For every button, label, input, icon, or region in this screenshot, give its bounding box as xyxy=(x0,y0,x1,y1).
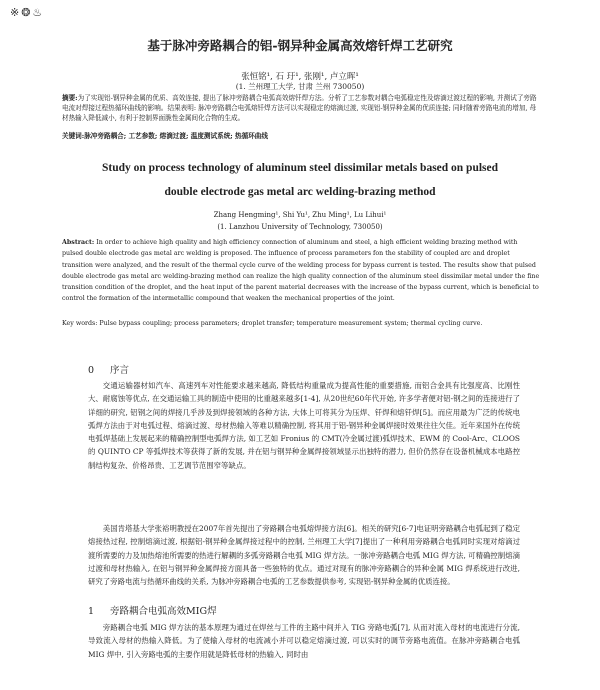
journal-header-icons: ※❂♨ xyxy=(10,6,45,19)
paragraph: 交通运输器材如汽车、高速列车对性能要求越来越高, 降低结构重量成为提高性能的重要措施, 而铝合金具有比强度高、比刚性大、耐腐蚀等优点, 在交通运输工具的制造中使用的比重越来越多[1-4], 从20世纪60年代开始, 许多学者便对铝-钢之间的连接进行了详细的研究, 铝钢之间的焊接几乎涉及到焊接领域的各种方法, 大体上可将其分为压焊、钎焊和熔钎焊[5]。而应用最为广泛的传统电弧焊方法由于对电弧过程、熔滴过渡、母材热输入等难以精确控制, 将其用于铝-钢异种金属焊接时效果往往欠佳。近年来国外在传统电弧焊基础上发展起来的精确控制型电弧焊方法, 如工艺如 Fronius 的 CMT(冷金属过渡)弧焊技术、EWM 的 Cool-Arc、CLOOS 的 QUINTO CP 等弧焊技术等获得了新的发展, 并在铝与钢异种金属焊接领域显示出独特的潜力, 但价仍然存在设备机械成本电路控制结构复杂、价格昂贵、工艺调节范围窄等缺点。 xyxy=(88,381,520,470)
english-keywords xyxy=(62,320,540,327)
english-abstract-label: Abstract: xyxy=(62,239,95,246)
chinese-abstract xyxy=(62,93,540,123)
paragraph: 美国肯塔基大学张裕明教授在2007年首先提出了旁路耦合电弧熔焊接方法[6]。相关的研究[6-7]电证明旁路耦合电弧起到了稳定熔接热过程, 控制熔滴过渡, 根据铝-钢异种金属焊接过程中的控制, 兰州理工大学[7]提出了一种利用旁路耦合电弧同时实现对熔滴过渡所需要的力及加热熔池所需要的热进行解耦的多弧旁路耦合电弧 MIG 焊方法。一脉冲旁路耦合电弧 MIG 焊方法, 可精确控制熔滴过渡和母材热输入, 在铝与钢异种金属焊接方面具备一些独特的优点。通过对现有的脉冲旁路耦合的异种金属 MIG 焊系统进行改进, 研究了旁路电流与热循环曲线的关系, 为脉冲旁路耦合电弧的工艺参数提供参考, 实现铝-钢异种金属的优质连接。 xyxy=(88,524,520,587)
paragraph: 旁路耦合电弧 MIG 焊方法的基本原理为通过在焊丝与工件的主路中间并入 TIG 旁路电弧[7], 从而对流入母材的电流进行分流, 导致流入母材的热输入降低。为了使输入母材的电流减小并可以稳定熔滴过渡, 可以实时的调节旁路电流值。在脉冲旁路耦合电弧 MIG 焊中, 引入旁路电弧的主要作用就是降低母材的热输入, 同时由 xyxy=(88,623,520,659)
english-abstract-text: In order to achieve high quality and high efficiency connection of aluminum and steel, a high efficient welding brazing method with pulsed double electrode gas metal arc welding is proposed. The influence of process parameters fon the stability of coupled arc and droplet transition were analyzed, and the result of the thermal cycle curve of the welding process for bypass current is tested. The results show that pulsed double electrode gas metal arc welding-brazing method can realize the high quality connection of the aluminum steel dissimilar metal under the fine transition condition of the droplet, and the heat input of the parent material decreases with the increase of the bypass current, which is beneficial to control the formation of the intermetallic compound that weaken the mechanical properties of the joint. xyxy=(62,239,540,303)
chinese-keywords-label: 关键词: xyxy=(62,132,85,140)
section-heading-bypass-mig xyxy=(88,603,217,617)
english-keywords-label: Key words: xyxy=(62,320,98,327)
chinese-title: 基于脉冲旁路耦合的铝-钢异种金属高效熔钎焊工艺研究 xyxy=(147,38,453,53)
chinese-abstract-label: 摘要: xyxy=(62,94,78,102)
chinese-authors: 张恒铭¹, 石 玗¹, 张刚¹, 卢立晖¹ xyxy=(241,72,359,82)
english-affiliation: (1. Lanzhou University of Technology, 730050) xyxy=(217,223,383,231)
section-number: 1 xyxy=(88,606,95,617)
section-title: 旁路耦合电弧高效MIG焊 xyxy=(110,606,217,617)
section-number: 0 xyxy=(88,365,95,376)
chinese-affiliation: (1. 兰州理工大学, 甘肃 兰州 730050) xyxy=(235,82,365,91)
section-heading-preface xyxy=(88,362,129,376)
chinese-abstract-text: 为了实现铝-钢异种金属的优质、高效连接, 提出了脉冲旁路耦合电弧高效熔钎焊方法。分析了工艺参数对耦合电弧稳定性及熔滴过渡过程的影响, 并测试了旁路电流对焊接过程热循环曲线的影响。结果表明: 脉冲旁路耦合电弧熔钎焊方法可以实现稳定的熔滴过渡, 实现铝-钢异种金属的优质连接; 同时随着旁路电流的增加, 母材热输入降低减小, 有利于控制界面脆性金属间化合物的生成。 xyxy=(62,94,537,122)
english-abstract xyxy=(62,237,540,305)
section-title: 序言 xyxy=(110,365,130,376)
english-title-line-2: double electrode gas metal arc welding-brazing method xyxy=(164,186,436,198)
english-keywords-text: Pulse bypass coupling; process parameters; droplet transfer; temperature measurement system; thermal cycling curve. xyxy=(99,320,483,327)
chinese-keywords xyxy=(62,130,540,140)
chinese-keywords-text: 脉冲旁路耦合; 工艺参数; 熔滴过渡; 温度测试系统; 热循环曲线 xyxy=(84,132,268,140)
english-title-line-1: Study on process technology of aluminum steel dissimilar metals based on pulsed xyxy=(101,162,499,174)
english-authors: Zhang Hengming¹, Shi Yu¹, Zhu Ming¹, Lu Lihui¹ xyxy=(213,211,387,219)
